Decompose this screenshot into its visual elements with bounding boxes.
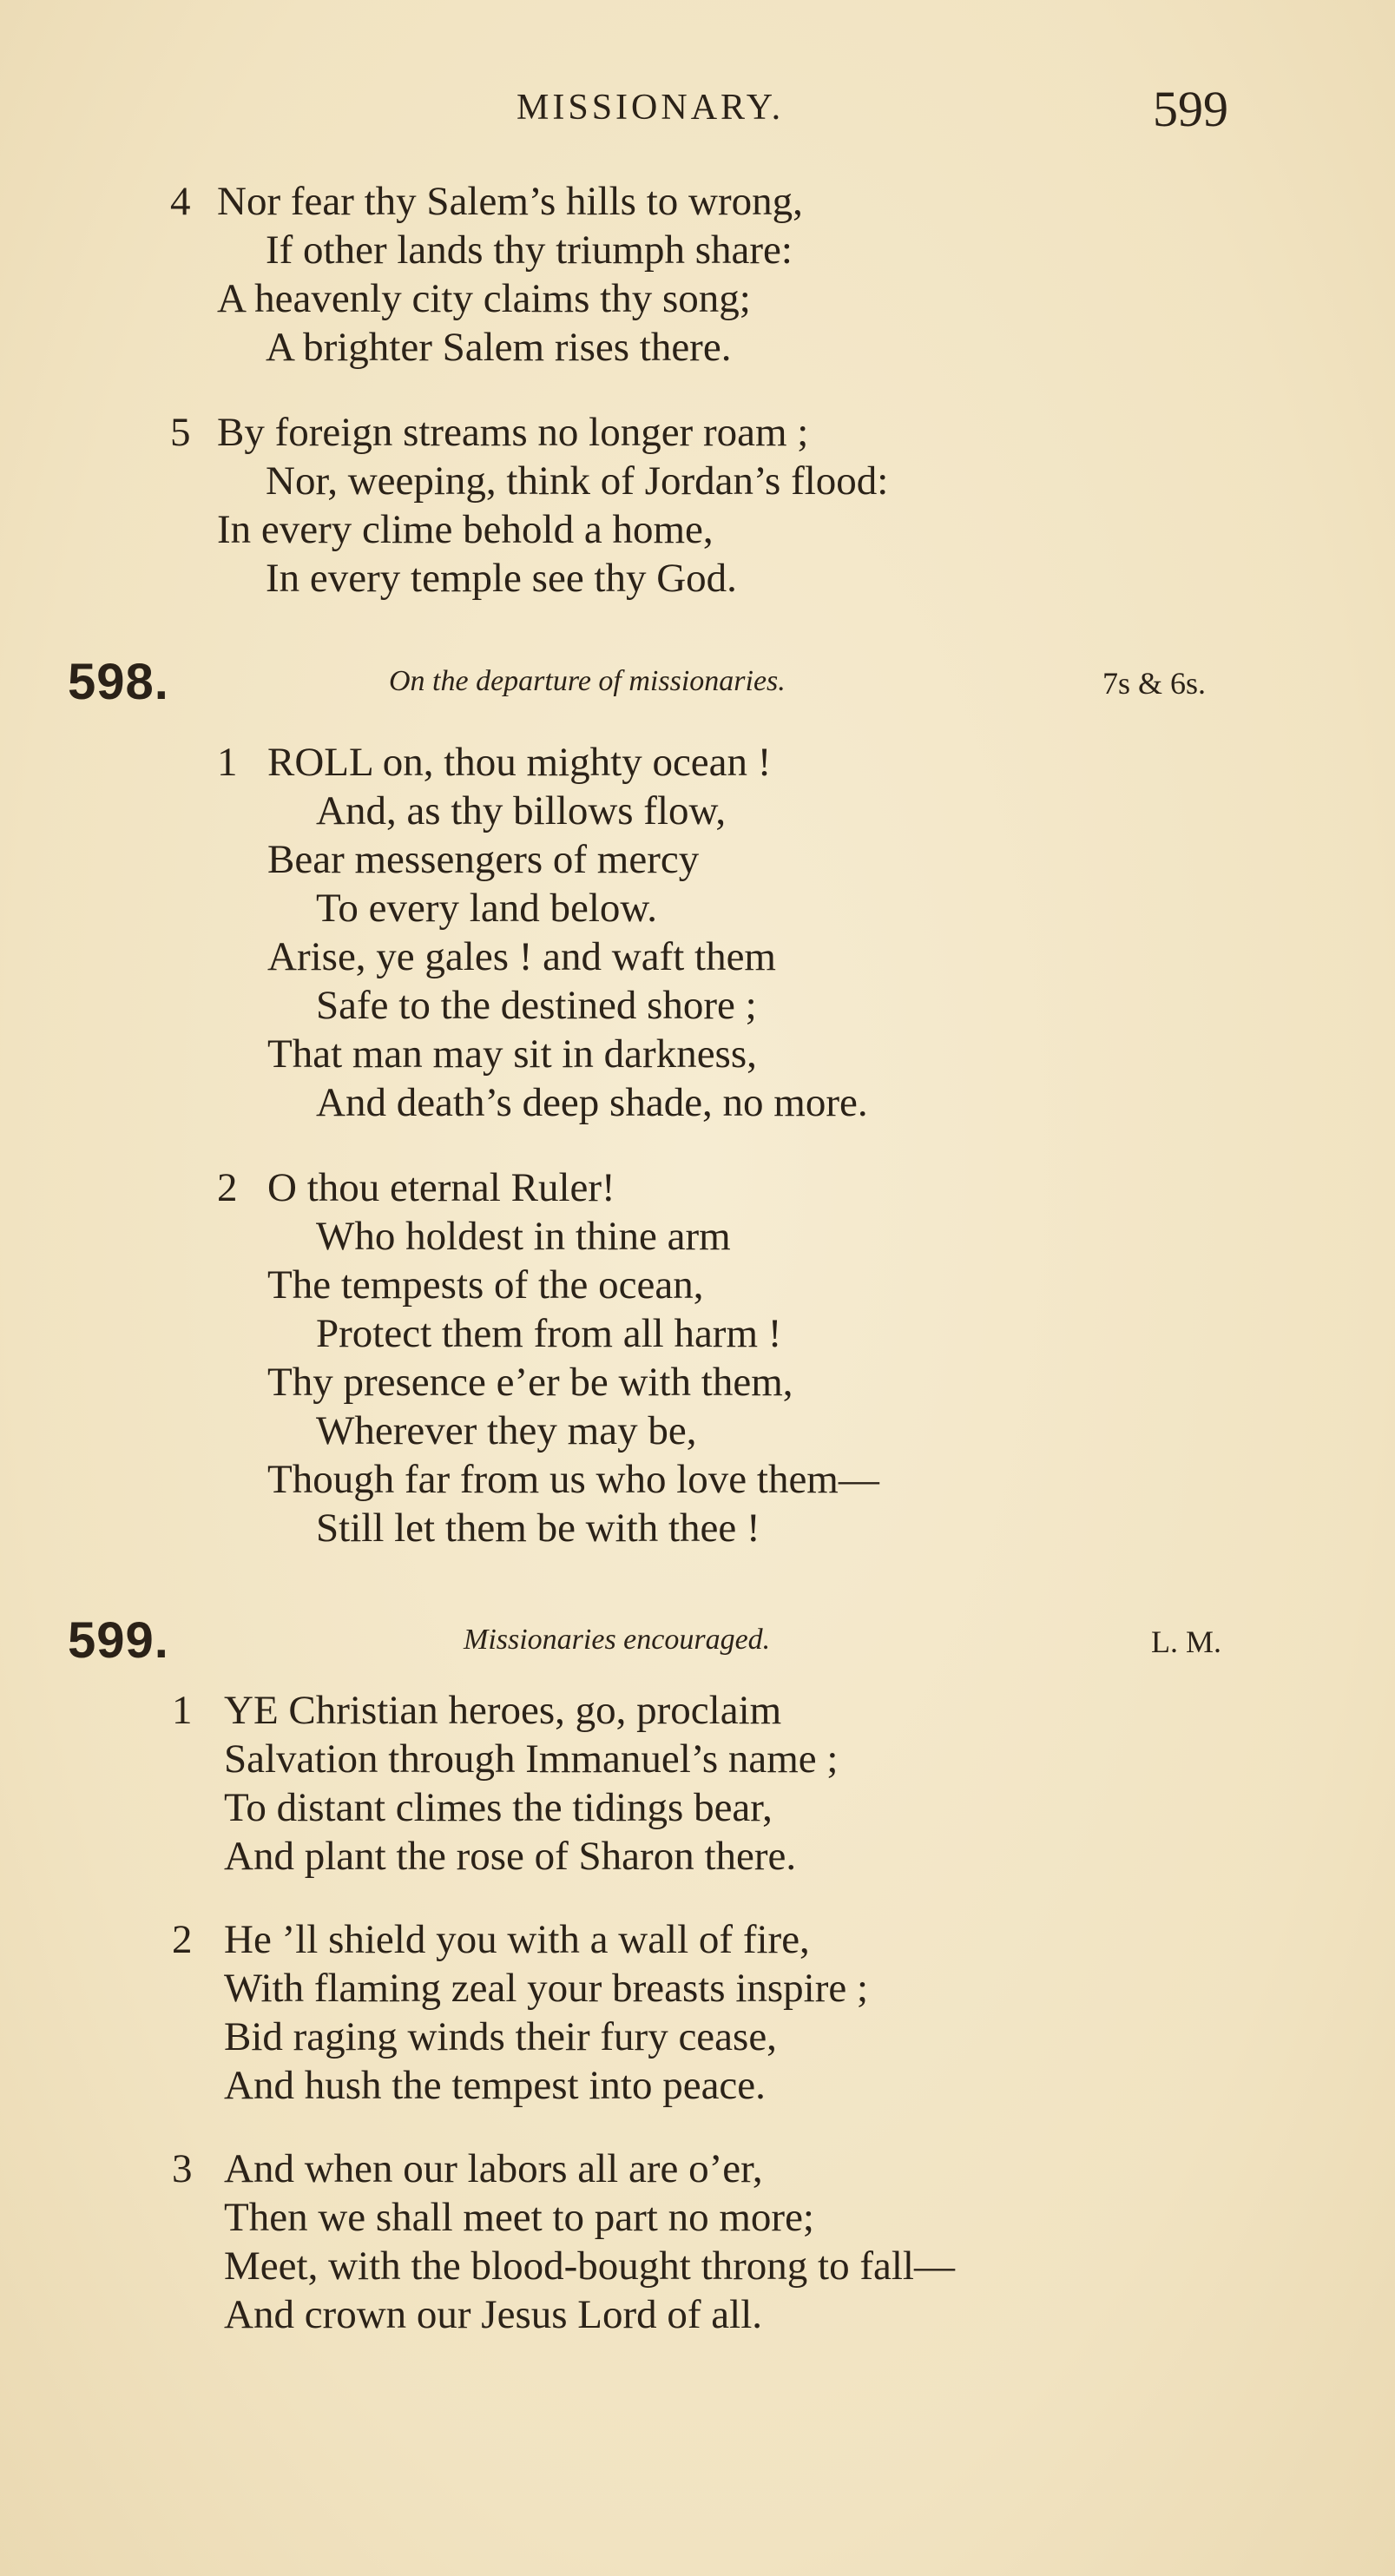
verse-line: Safe to the destined shore ; — [316, 983, 757, 1028]
hymn-subject: Missionaries encouraged. — [464, 1624, 771, 1656]
hymn-598-heading — [0, 653, 1395, 714]
running-title: MISSIONARY. — [517, 88, 785, 128]
verse-line: A brighter Salem rises there. — [266, 325, 732, 370]
verse-line: And death’s deep shade, no more. — [316, 1080, 868, 1125]
verse-line: He ’ll shield you with a wall of fire, — [224, 1917, 810, 1962]
verse-line: Meet, with the blood-bought throng to fall— — [224, 2243, 955, 2289]
verse-number: 1 — [217, 740, 238, 785]
verse-line: Salvation through Immanuel’s name ; — [224, 1736, 839, 1782]
verse-line: By foreign streams no longer roam ; — [217, 410, 809, 455]
hymn-number: 598. — [68, 654, 169, 710]
verse-number: 1 — [172, 1688, 193, 1733]
verse-line: To every land below. — [316, 886, 658, 931]
verse-line: In every clime behold a home, — [217, 507, 714, 552]
verse-line: And, as thy billows flow, — [316, 788, 727, 833]
verse-line: A heavenly city claims thy song; — [217, 276, 751, 321]
verse-line: That man may sit in darkness, — [267, 1031, 757, 1077]
hymn-599-heading — [0, 1611, 1395, 1672]
hymn-number: 599. — [68, 1612, 169, 1669]
verse-line: To distant climes the tidings bear, — [224, 1785, 773, 1830]
verse-number: 2 — [172, 1917, 193, 1962]
verse-number: 2 — [217, 1165, 238, 1210]
verse-line: O thou eternal Ruler! — [267, 1165, 615, 1210]
verse-line: Protect them from all harm ! — [316, 1311, 782, 1356]
verse-line: Nor, weeping, think of Jordan’s flood: — [266, 458, 889, 504]
verse-line: Arise, ye gales ! and waft them — [267, 934, 776, 979]
verse-line: With flaming zeal your breasts inspire ; — [224, 1966, 869, 2011]
verse-line: ROLL on, thou mighty ocean ! — [267, 740, 772, 785]
verse-line: Though far from us who love them— — [267, 1457, 879, 1502]
verse-number: 5 — [170, 410, 191, 455]
verse-line: Then we shall meet to part no more; — [224, 2195, 814, 2240]
verse-line: And when our labors all are o’er, — [224, 2146, 763, 2191]
verse-line: Nor fear thy Salem’s hills to wrong, — [217, 179, 803, 224]
verse-line: The tempests of the ocean, — [267, 1262, 704, 1308]
hymn-subject: On the departure of missionaries. — [389, 665, 786, 697]
verse-number: 4 — [170, 179, 191, 224]
verse-line: Still let them be with thee ! — [316, 1505, 760, 1551]
verse-line: Who holdest in thine arm — [316, 1214, 731, 1259]
verse-line: Thy presence e’er be with them, — [267, 1360, 793, 1405]
running-head — [0, 80, 1395, 141]
hymn-meter: 7s & 6s. — [1102, 666, 1207, 701]
page-number: 599 — [1153, 81, 1228, 137]
verse-line: In every temple see thy God. — [266, 556, 737, 601]
verse-line: And hush the tempest into peace. — [224, 2063, 766, 2108]
verse-line: Bear messengers of mercy — [267, 837, 700, 882]
verse-line: Bid raging winds their fury cease, — [224, 2014, 777, 2059]
verse-line: If other lands thy triumph share: — [266, 227, 793, 273]
hymn-meter: L. M. — [1151, 1624, 1221, 1659]
verse-line: YE Christian heroes, go, proclaim — [224, 1688, 782, 1733]
verse-line: Wherever they may be, — [316, 1408, 697, 1453]
verse-line: And plant the rose of Sharon there. — [224, 1834, 797, 1879]
verse-line: And crown our Jesus Lord of all. — [224, 2292, 763, 2337]
verse-number: 3 — [172, 2146, 193, 2191]
